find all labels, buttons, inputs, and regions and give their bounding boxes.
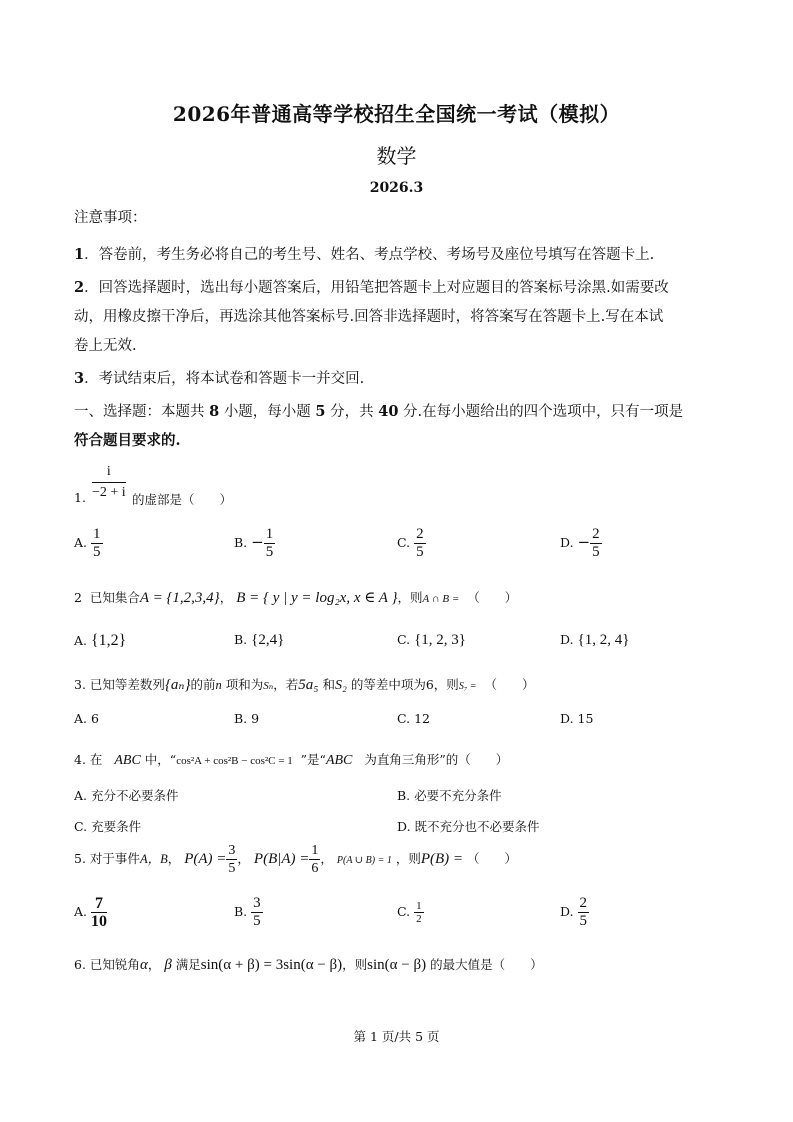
notice-item-2-line1: 2．回答选择题时，选出每小题答案后，用铅笔把答题卡上对应题目的答案标号涂黑.如需要改 [74, 279, 669, 296]
q2-stem: 2 已知集合A = {1,2,3,4}， B = { y | y = log₂x, x ∈ A }，则A ∩ B = （ ） [74, 590, 518, 606]
q2-option-c: C. {1, 2, 3} [397, 632, 466, 648]
notice-item-1: 1．答卷前，考生务必将自己的考生号、姓名、考点学校、考场号及座位号填写在答题卡上. [74, 246, 655, 263]
section-heading-line2: 符合题目要求的. [74, 432, 181, 449]
q1-option-a: A. $\frac{1}{5}$ [74, 526, 101, 560]
exam-subject: 数学 [376, 144, 417, 168]
q4-stem: 4. 在 ABC 中，“cos²A + cos²B − cos²C = 1 ”是“ABC 为直角三角形”的（ ） [74, 752, 509, 768]
q3-option-c: C. 12 [397, 711, 430, 726]
q4-option-c: C. 充要条件 [74, 819, 142, 834]
notice-item-2-line2: 动，用橡皮擦干净后，再选涂其他答案标号.回答非选择题时，将答案写在答题卡上.写在本试 [74, 309, 664, 325]
q1-number: 1. [74, 490, 86, 505]
q1-option-b: B. − $\frac{1}{5}$ [234, 526, 274, 560]
q5-option-a: A. $\frac{7}{10}$ [74, 895, 107, 930]
q2-option-d: D. {1, 2, 4} [560, 632, 630, 648]
q5-option-c: C. $\frac{1}{2}$ [397, 900, 422, 925]
q5-option-b: B. $\frac{3}{5}$ [234, 895, 261, 929]
exam-title: 2026年普通高等学校招生全国统一考试（模拟） [172, 102, 621, 126]
q3-stem: 3. 已知等差数列{aₙ}的前n 项和为Sₙ，若5a₅ 和S₂ 的等差中项为6，则S₇ = （ ） [74, 677, 535, 693]
q3-option-b: B. 9 [234, 711, 260, 726]
q3-option-a: A. 6 [74, 711, 99, 726]
section-heading-line1: 一、选择题：本题共 8 小题，每小题 5 分，共 40 分.在每小题给出的四个选项中，只有一项是 [74, 403, 684, 420]
q3-option-d: D. 15 [560, 711, 594, 726]
q1-fraction: i −2 + i [92, 464, 126, 500]
q1-option-c: C. $\frac{2}{5}$ [397, 526, 424, 560]
q4-option-b: B. 必要不充分条件 [397, 788, 502, 803]
notice-item-2-line3: 卷上无效. [74, 338, 137, 354]
page-footer: 第 1 页/共 5 页 [353, 1029, 440, 1044]
q1-option-d: D. − $\frac{2}{5}$ [560, 526, 600, 560]
q4-option-a: A. 充分不必要条件 [74, 788, 179, 803]
q4-option-d: D. 既不充分也不必要条件 [397, 819, 540, 834]
q2-option-b: B. {2,4} [234, 632, 285, 648]
exam-date: 2026.3 [369, 180, 424, 196]
notice-heading: 注意事项： [74, 210, 147, 226]
q6-stem: 6. 已知锐角α， β 满足sin(α + β) = 3sin(α − β)，则sin(α − β) 的最大值是（ ） [74, 957, 543, 973]
q5-option-d: D. $\frac{2}{5}$ [560, 895, 588, 929]
q5-stem: 5. 对于事件A，B， P(A) = $\frac{3}{5}$ ， P(B|A) = $\frac{1}{6}$ ， P(A ∪ B) = 1 ，则P(B) = （ ） [74, 843, 518, 876]
q1-stem: 的虚部是（ ） [132, 492, 233, 507]
q2-option-a: A. {1,2} [74, 632, 127, 649]
notice-item-3: 3．考试结束后，将本试卷和答题卡一并交回. [74, 370, 365, 387]
